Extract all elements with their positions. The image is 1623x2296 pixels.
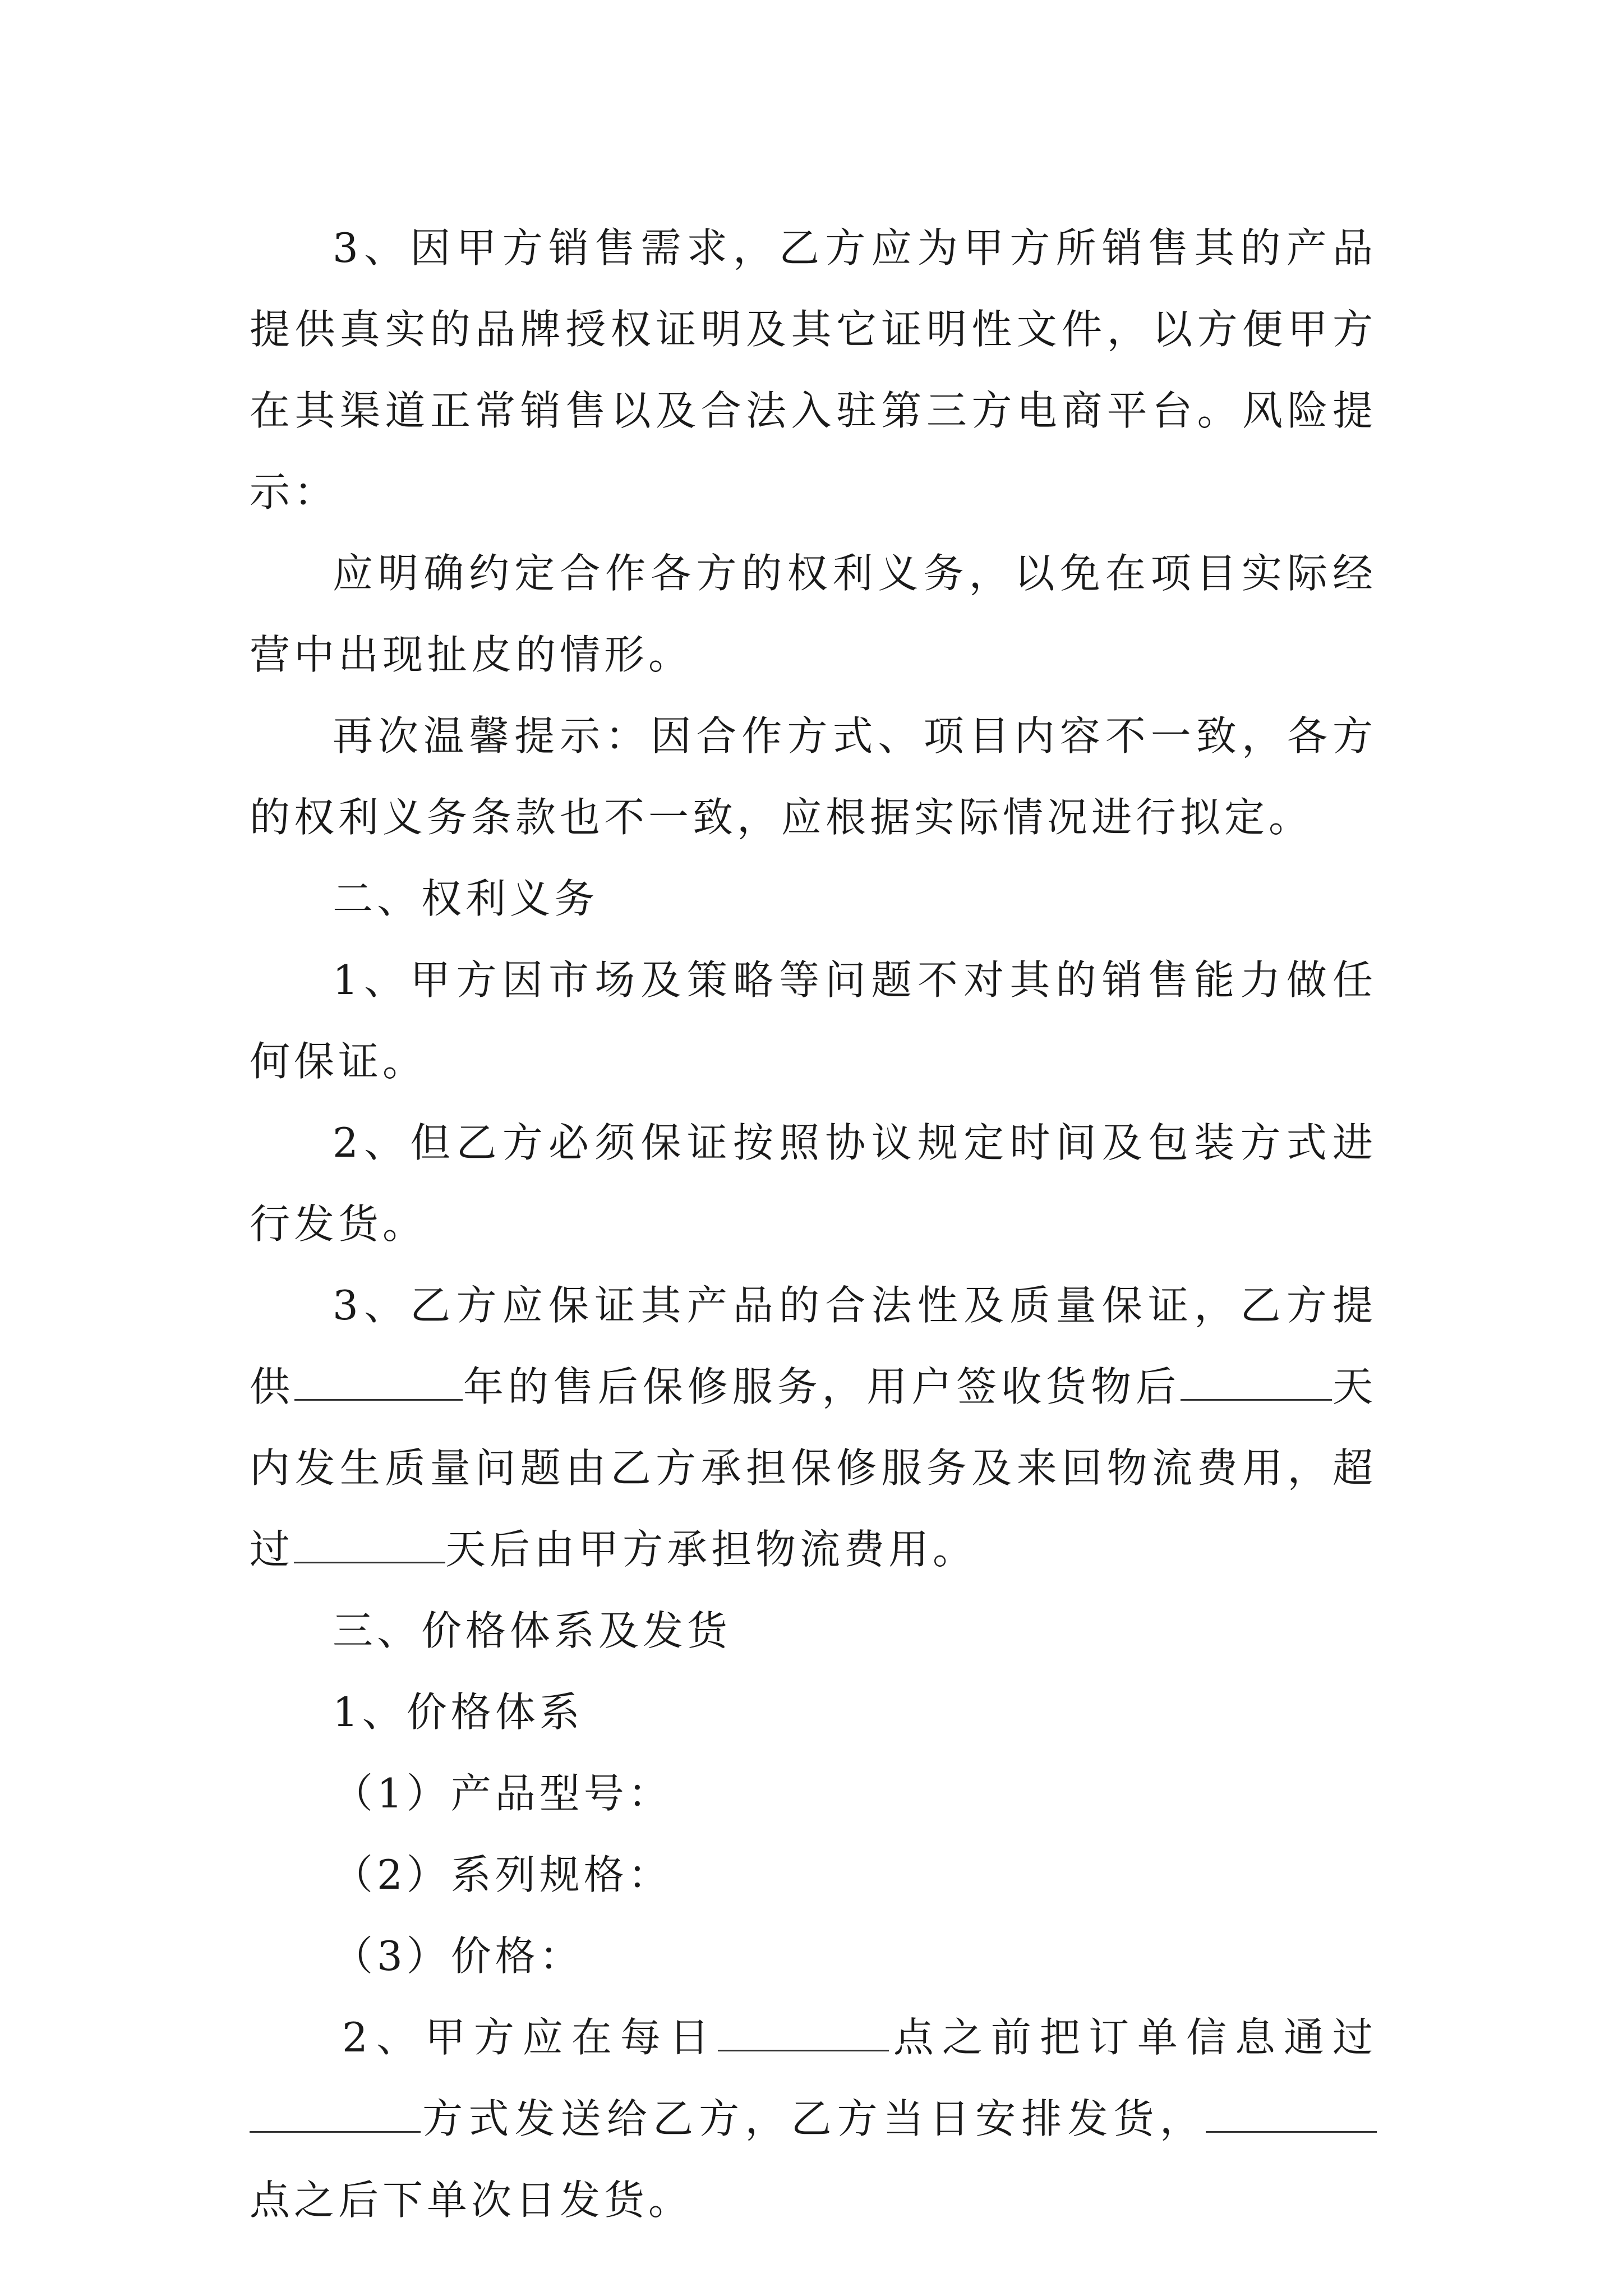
blank-field-warranty-years — [294, 1365, 463, 1401]
item-text: （3）价格： — [333, 1932, 584, 1980]
paragraph-text: 点之前把订单信息通过 — [888, 2014, 1377, 2061]
paragraph-text: 1、甲方因市场及策略等问题不对其的销售能力做任何保证。 — [250, 956, 1377, 1085]
paragraph-text: 天后由甲方承担物流费用。 — [445, 1526, 978, 1573]
heading-text: 三、价格体系及发货 — [333, 1607, 732, 1654]
heading-text: 二、权利义务 — [333, 875, 599, 922]
paragraph-text: 3、因甲方销售需求，乙方应为甲方所销售其的产品提供真实的品牌授权证明及其它证明性文件，以方便甲方在其渠道正常销售以及合法入驻第三方电商平台。风险提示： — [250, 224, 1377, 516]
section-heading-pricing — [250, 1590, 1377, 1672]
paragraph-order-schedule — [250, 1997, 1377, 2241]
heading-text: 1、价格体系 — [333, 1688, 584, 1736]
paragraph-text: 2、但乙方必须保证按照协议规定时间及包装方式进行发货。 — [250, 1119, 1377, 1248]
blank-field-cutoff-time — [1206, 2097, 1377, 2133]
blank-field-days — [1181, 1365, 1332, 1401]
paragraph-text: 3、乙方应保证其产品的合法性及质量保证，乙方提供 — [250, 1282, 1377, 1410]
blank-field-days-limit — [294, 1528, 445, 1563]
paragraph-text: 天内发生质量问题由乙方承担保修服务及来回物流费用，超过 — [250, 1363, 1377, 1573]
paragraph-sales-guarantee — [250, 940, 1377, 1102]
blank-field-order-time — [718, 2016, 889, 2051]
paragraph-text: 方式发送给乙方，乙方当日安排发货， — [421, 2095, 1206, 2142]
paragraph-reminder — [250, 696, 1377, 858]
item-text: （1）产品型号： — [333, 1770, 672, 1817]
item-product-model — [250, 1753, 1377, 1834]
subheading-price-system — [250, 1672, 1377, 1753]
paragraph-text: 2、甲方应在每日 — [342, 2014, 718, 2061]
document-body — [250, 208, 1377, 2241]
paragraph-text: 应明确约定合作各方的权利义务，以免在项目实际经营中出现扯皮的情形。 — [250, 550, 1377, 678]
blank-field-send-method — [250, 2097, 421, 2133]
paragraph-text: 再次温馨提示：因合作方式、项目内容不一致，各方的权利义务条款也不一致，应根据实际情况进行拟定。 — [250, 712, 1377, 841]
item-price — [250, 1916, 1377, 1997]
paragraph-brand-authorization — [250, 208, 1377, 533]
paragraph-delivery — [250, 1102, 1377, 1265]
item-series-spec — [250, 1834, 1377, 1916]
paragraph-warranty — [250, 1265, 1377, 1590]
paragraph-text: 年的售后保修服务，用户签收货物后 — [462, 1363, 1181, 1410]
section-heading-rights — [250, 858, 1377, 940]
item-text: （2）系列规格： — [333, 1851, 672, 1898]
paragraph-text: 点之后下单次日发货。 — [250, 2177, 693, 2224]
paragraph-rights-obligations-note — [250, 533, 1377, 696]
